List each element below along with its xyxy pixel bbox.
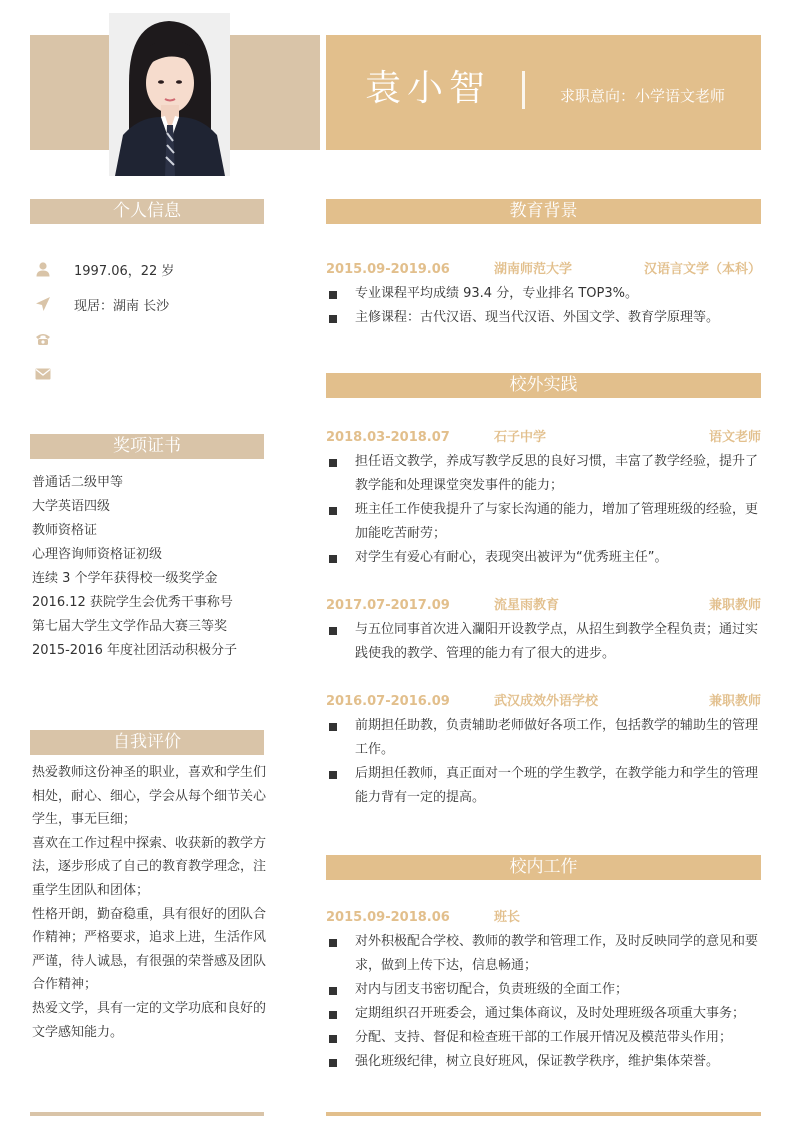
person-icon (34, 260, 52, 278)
bullet-text: 定期组织召开班委会，通过集体商议，及时处理班级各项重大事务； (355, 1006, 746, 1021)
bullet-text: 对内与团支书密切配合，负责班级的全面工作； (355, 982, 629, 997)
award-item: 2016.12 获院学生会优秀干事称号 (32, 595, 233, 610)
bullet-square-icon (329, 723, 337, 731)
info-row-email (34, 364, 52, 384)
education-bullets (326, 282, 763, 330)
entry-date: 2015.09-2019.06 (326, 262, 450, 277)
bullet-item (326, 930, 763, 978)
campus-entry-header (326, 908, 761, 928)
info-row-phone (34, 329, 52, 349)
footer-bar-left (30, 1112, 264, 1116)
entry-organization: 武汉成效外语学校 (494, 694, 599, 709)
entry-organization: 班长 (494, 910, 521, 925)
birth-info: 1997.06，22 岁 (74, 263, 175, 279)
job-intent: 求职意向：小学语文老师 (560, 87, 726, 105)
bullet-item (326, 714, 763, 762)
bullet-square-icon (329, 771, 337, 779)
section-title-awards: 奖项证书 (30, 434, 264, 459)
section-title-campus-work: 校内工作 (326, 855, 761, 880)
practice-entry-header (326, 692, 761, 712)
award-item: 2015-2016 年度社团活动积极分子 (32, 643, 237, 658)
practice-entry-header (326, 596, 761, 616)
bullet-text: 专业课程平均成绩 93.4 分，专业排名 TOP3%。 (355, 286, 638, 301)
entry-date: 2018.03-2018.07 (326, 430, 450, 445)
entry-date: 2017.07-2017.09 (326, 598, 450, 613)
bullet-square-icon (329, 939, 337, 947)
entry-role: 语文老师 (708, 430, 761, 445)
bullet-item (326, 546, 763, 570)
bullet-text: 对学生有爱心有耐心，表现突出被评为“优秀班主任”。 (355, 550, 668, 565)
bullet-item (326, 618, 763, 666)
entry-organization: 湖南师范大学 (494, 262, 573, 277)
bullet-text: 后期担任教师，真正面对一个班的学生教学，在教学能力和学生的管理能力背有一定的提高。 (355, 766, 759, 805)
location-arrow-icon (34, 295, 52, 313)
bullet-item (326, 498, 763, 546)
bullet-text: 主修课程：古代汉语、现当代汉语、外国文学、教育学原理等。 (355, 310, 720, 325)
location-info: 现居：湖南 长沙 (74, 298, 170, 314)
entry-date: 2016.07-2016.09 (326, 694, 450, 709)
bullet-square-icon (329, 1011, 337, 1019)
bullet-square-icon (329, 555, 337, 563)
bullet-square-icon (329, 1035, 337, 1043)
bullet-item (326, 978, 763, 1002)
practice-entry-header (326, 428, 761, 448)
bullet-item (326, 306, 763, 330)
section-title-personal-info: 个人信息 (30, 199, 264, 224)
entry-role: 兼职教师 (708, 598, 761, 613)
campus-bullets (326, 930, 763, 1074)
mail-icon (34, 365, 52, 383)
bullet-square-icon (329, 315, 337, 323)
bullet-text: 与五位同事首次进入瀾阳开设教学点，从招生到教学全程负责；通过实践使我的教学、管理的能力有了很大的进步。 (355, 622, 759, 661)
bullet-item (326, 762, 763, 810)
bullet-square-icon (329, 1059, 337, 1067)
bullet-square-icon (329, 627, 337, 635)
bullet-text: 担任语文教学，养成写教学反思的良好习惯，丰富了教学经验，提升了教学能和处理课堂突发事件的能力； (355, 454, 759, 493)
entry-organization: 石子中学 (494, 430, 547, 445)
info-row-location (34, 294, 169, 314)
bullet-item (326, 1050, 763, 1074)
self-evaluation-paragraph: 热爱文学，具有一定的文学功底和良好的文学感知能力。 (32, 1000, 267, 1040)
portrait-illustration (109, 13, 230, 176)
entry-organization: 流星雨教育 (494, 598, 560, 613)
award-item: 第七届大学生文学作品大赛三等奖 (32, 619, 228, 634)
self-evaluation-paragraph: 性格开朗，勤奋稳重，具有很好的团队合作精神；严格要求，追求上进，生活作风严谨，待人诚恳，有很强的荣誉感及团队合作精神； (32, 906, 267, 993)
entry-role: 汉语言文学（本科） (643, 262, 761, 277)
bullet-text: 班主任工作使我提升了与家长沟通的能力，增加了管理班级的经验，更加能吃苦耐劳； (355, 502, 759, 541)
award-item: 心理咨询师资格证初级 (32, 547, 163, 562)
bullet-square-icon (329, 507, 337, 515)
self-evaluation-text (32, 761, 266, 1044)
bullet-square-icon (329, 987, 337, 995)
bullet-text: 前期担任助教，负责辅助老师做好各项工作，包括教学的辅助生的管理工作。 (355, 718, 759, 757)
profile-photo (109, 13, 230, 176)
self-evaluation-paragraph: 喜欢在工作过程中探索、收获新的教学方法，逐步形成了自己的教育教学理念，注重学生团队和团体； (32, 835, 267, 898)
awards-list (32, 471, 264, 663)
practice-bullets (326, 714, 763, 810)
practice-bullets (326, 450, 763, 570)
phone-icon (34, 330, 52, 348)
award-item: 普通话二级甲等 (32, 475, 124, 490)
entry-role: 兼职教师 (708, 694, 761, 709)
section-title-practice: 校外实践 (326, 373, 761, 398)
award-item: 大学英语四级 (32, 499, 111, 514)
header-divider (522, 71, 525, 109)
bullet-square-icon (329, 459, 337, 467)
self-evaluation-paragraph: 热爱教师这份神圣的职业，喜欢和学生们相处，耐心、细心，学会从每个细节关心学生，事无巨细； (32, 765, 267, 828)
entry-date: 2015.09-2018.06 (326, 910, 450, 925)
practice-bullets (326, 618, 763, 666)
info-row-birth (34, 259, 174, 279)
section-title-self-evaluation: 自我评价 (30, 730, 264, 755)
bullet-text: 对外积极配合学校、教师的教学和管理工作，及时反映同学的意见和要求，做到上传下达，信息畅通； (355, 934, 759, 973)
education-entry-header (326, 260, 761, 280)
bullet-item (326, 1026, 763, 1050)
bullet-item (326, 1002, 763, 1026)
award-item: 连续 3 个学年获得校一级奖学金 (32, 571, 218, 586)
bullet-text: 强化班级纪律，树立良好班风，保证教学秩序，维护集体荣誉。 (355, 1054, 720, 1069)
bullet-text: 分配、支持、督促和检查班干部的工作展开情况及模范带头作用； (355, 1030, 733, 1045)
bullet-square-icon (329, 291, 337, 299)
bullet-item (326, 282, 763, 306)
candidate-name: 袁小智 (365, 68, 492, 109)
footer-bar-right (326, 1112, 761, 1116)
bullet-item (326, 450, 763, 498)
award-item: 教师资格证 (32, 523, 98, 538)
section-title-education: 教育背景 (326, 199, 761, 224)
